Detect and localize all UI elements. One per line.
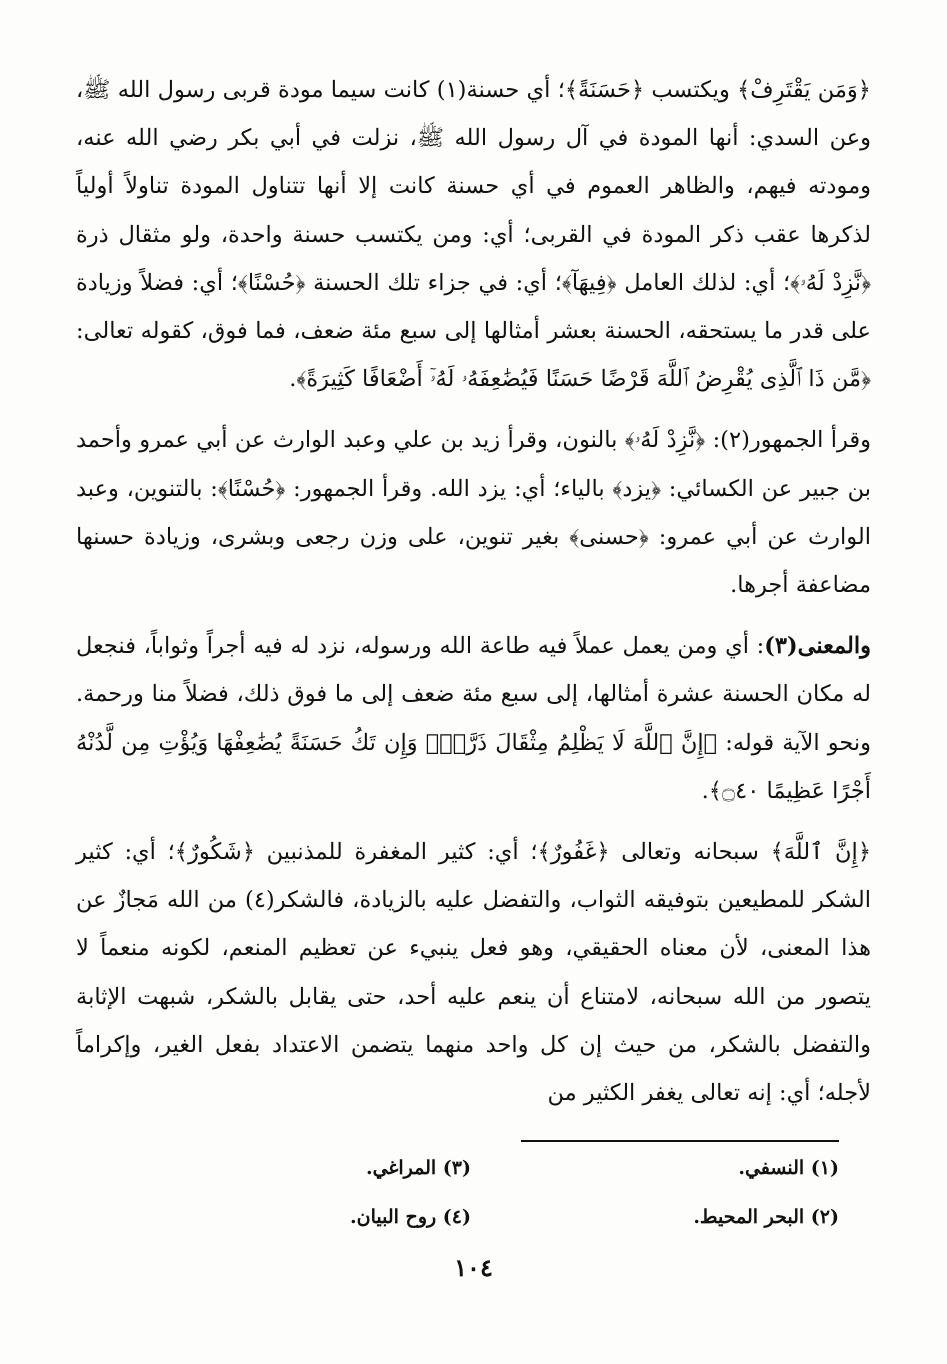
footnote-3: (٣) المراغي. bbox=[365, 1157, 471, 1179]
footnote-2: (٢) البحر المحيط. bbox=[693, 1206, 839, 1228]
paragraph-1: ﴿وَمَن يَقْتَرِفْ﴾ ويكتسب ﴿حَسَنَةً﴾؛ أي حسنة(١) كانت سيما مودة قربى رسول الله ﷺ، وعن السدي: أنها المودة في آل رسول الله ﷺ، نزلت في أبي بكر رضي الله عنه، ومودته فيهم، والظاهر العموم في أي حسنة كانت إلا أنها تتناول المودة تناولاً أولياً لذكرها عقب ذكر المودة في القربى؛ أي: ومن يكتسب حسنة واحدة، ولو مثقال ذرة ﴿نَّزِدْ لَهُۥ﴾؛ أي: لذلك العامل ﴿فِيهَآ﴾؛ أي: في جزاء تلك الحسنة ﴿حُسْنًا﴾؛ أي: فضلاً وزيادة على قدر ما يستحقه، الحسنة بعشر أمثالها إلى سبع مئة ضعف، فما فوق، كقوله تعالى: ﴿مَّن ذَا ٱلَّذِى يُقْرِضُ ٱللَّهَ قَرْضًا حَسَنًا فَيُضَٰعِفَهُۥ لَهُۥٓ أَضْعَافًا كَثِيرَةً﴾. bbox=[76, 77, 871, 393]
footnote-4: (٤) روح البيان. bbox=[350, 1206, 471, 1228]
footnote-1: (١) النسفي. bbox=[738, 1157, 839, 1179]
paragraph-2: وقرأ الجمهور(٢): ﴿نَّزِدْ لَهُۥ﴾ بالنون، وقرأ زيد بن علي وعبد الوارث عن أبي عمرو وأحمد بن جبير عن الكسائي: ﴿يزد﴾ بالياء؛ أي: يزد الله. وقرأ الجمهور: ﴿حُسْنًا﴾: بالتنوين، وعبد الوارث عن أبي عمرو: ﴿حسنى﴾ بغير تنوين، على وزن رجعى وبشرى، وزيادة حسنها مضاعفة أجرها. bbox=[76, 427, 871, 599]
paragraph-3-text: : أي ومن يعمل عملاً فيه طاعة الله ورسوله، نزد له فيه أجراً وثواباً، فنجعل له مكان الحسنة عشرة أمثالها، إلى سبع مئة ضعف إلى ما فوق ذلك، فضلاً منا ورحمة. ونحو الآية قوله: ﴿إِنَّ ٱللَّهَ لَا يَظْلِمُ مِثْقَالَ ذَرَّةٍۖ وَإِن تَكُ حَسَنَةً يُضَٰعِفْهَا وَيُؤْتِ مِن لَّدُنْهُ أَجْرًا عَظِيمًا ۝٤٠﴾. bbox=[76, 633, 871, 804]
footnote-separator bbox=[521, 1140, 839, 1142]
paragraph-3 bbox=[76, 622, 871, 815]
paragraph-3-lead-word: والمعنى(٣) bbox=[764, 633, 871, 660]
page-number: ١٠٤ bbox=[454, 1253, 493, 1282]
paragraph-4: ﴿إِنَّ ٱللَّهَ﴾ سبحانه وتعالى ﴿غَفُورٌ﴾؛ أي: كثير المغفرة للمذنبين ﴿شَكُورٌ﴾؛ أي: كثير الشكر للمطيعين بتوفيقه الثواب، والتفضل عليه بالزيادة، فالشكر(٤) من الله مَجازٌ عن هذا المعنى، لأن معناه الحقيقي، وهو فعل ينبيء عن تعظيم المنعم، لكونه منعماً لا يتصور من الله سبحانه، لامتناع أن ينعم عليه أحد، حتى يقابل بالشكر، شبهت الإثابة والتفضل بالشكر، من حيث إن كل واحد منهما يتضمن الاعتداد بفعل الغير، وإكراماً لأجله؛ أي: إنه تعالى يغفر الكثير من bbox=[76, 839, 871, 1107]
